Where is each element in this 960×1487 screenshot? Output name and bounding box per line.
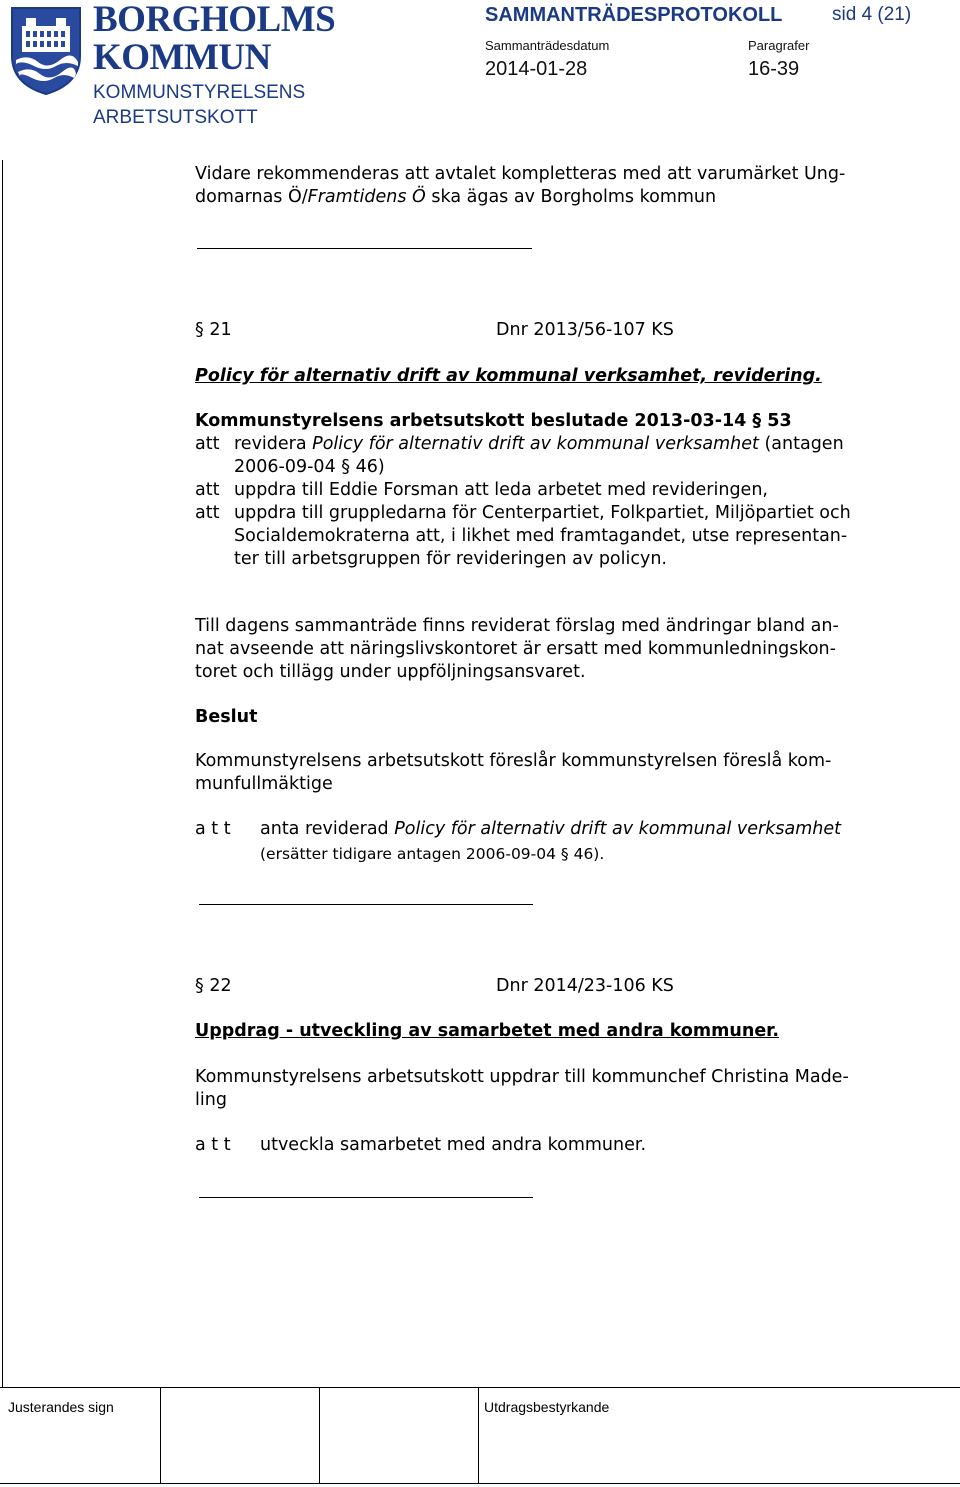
section-22-number: § 22 [195,976,232,996]
section-21-dnr: Dnr 2013/56-107 KS [496,320,674,340]
brand-name-line1: BORGHOLMS [93,0,336,40]
section-22-text-cont: ling [195,1090,227,1110]
att-label: att [195,434,220,454]
signature-box-divider [160,1388,161,1483]
footer-bottom-rule [0,1483,960,1484]
organization-line1: KOMMUNSTYRELSENS [93,82,306,103]
extract-certification-label: Utdragsbestyrkande [484,1399,610,1415]
paragraphs-range: 16-39 [748,58,800,80]
beslut-text: Kommunstyrelsens arbetsutskott föreslår kommunstyrelsen föreslå kom- [195,751,832,771]
beslut-heading: Beslut [195,707,258,727]
page-number: sid 4 (21) [832,4,912,25]
organization-line2: ARBETSUTSKOTT [93,107,258,128]
section-divider [197,248,532,249]
section-21-prior-decision: Kommunstyrelsens arbetsutskott beslutade 2013-03-14 § 53 [195,411,792,431]
sign-label: Justerandes sign [8,1399,114,1415]
meeting-date: 2014-01-28 [485,58,588,80]
footer-top-rule [0,1387,960,1388]
municipality-crest-logo [8,4,84,96]
body-paragraph-line: nat avseende att näringslivskontoret är ersatt med kommunledningskon- [195,639,836,659]
brand-name-line2: KOMMUN [93,37,271,78]
intro-line-1: Vidare rekommenderas att avtalet kompletteras med att varumärket Ung- [195,164,846,184]
document-title: SAMMANTRÄDESPROTOKOLL [485,4,783,26]
section-22-decision: utveckla samarbetet med andra kommuner. [260,1135,647,1155]
body-paragraph-line: Till dagens sammanträde finns reviderat förslag med ändringar bland an- [195,616,839,636]
signature-box-divider [319,1388,320,1483]
decision-item-1: revidera Policy för alternativ drift av kommunal verksamhet (antagen [234,434,844,454]
att-label-spaced: a t t [195,1135,231,1155]
section-21-number: § 21 [195,320,232,340]
section-divider [199,904,533,905]
decision-item-3-cont: Socialdemokraterna att, i likhet med framtagandet, utse representan- [234,526,848,546]
decision-item-3: uppdra till gruppledarna för Centerpartiet, Folkpartiet, Miljöpartiet och [234,503,851,523]
meeting-date-label: Sammanträdesdatum [485,38,610,53]
decision-item-3-cont: ter till arbetsgruppen för revideringen av policyn. [234,549,667,569]
signature-box-divider [478,1388,479,1483]
final-decision: anta reviderad Policy för alternativ drift av kommunal verksamhet [260,819,841,839]
final-decision-note: (ersätter tidigare antagen 2006-09-04 § 46). [260,845,605,863]
paragraphs-label: Paragrafer [748,38,810,53]
beslut-text-cont: munfullmäktige [195,774,333,794]
section-22-title: Uppdrag - utveckling av samarbetet med andra kommuner. [195,1021,779,1041]
section-21-title: Policy för alternativ drift av kommunal verksamhet, revidering. [195,366,822,386]
att-label: att [195,503,220,523]
section-divider [199,1197,533,1198]
section-22-text: Kommunstyrelsens arbetsutskott uppdrar till kommunchef Christina Made- [195,1067,849,1087]
left-margin-rule [2,160,3,1388]
att-label: att [195,480,220,500]
decision-item-1-cont: 2006-09-04 § 46) [234,457,385,477]
att-label-spaced: a t t [195,819,231,839]
section-22-dnr: Dnr 2014/23-106 KS [496,976,674,996]
body-paragraph-line: toret och tillägg under uppföljningsansvaret. [195,662,586,682]
intro-line-2: domarnas Ö/Framtidens Ö ska ägas av Borgholms kommun [195,187,717,207]
decision-item-2: uppdra till Eddie Forsman att leda arbetet med revideringen, [234,480,768,500]
